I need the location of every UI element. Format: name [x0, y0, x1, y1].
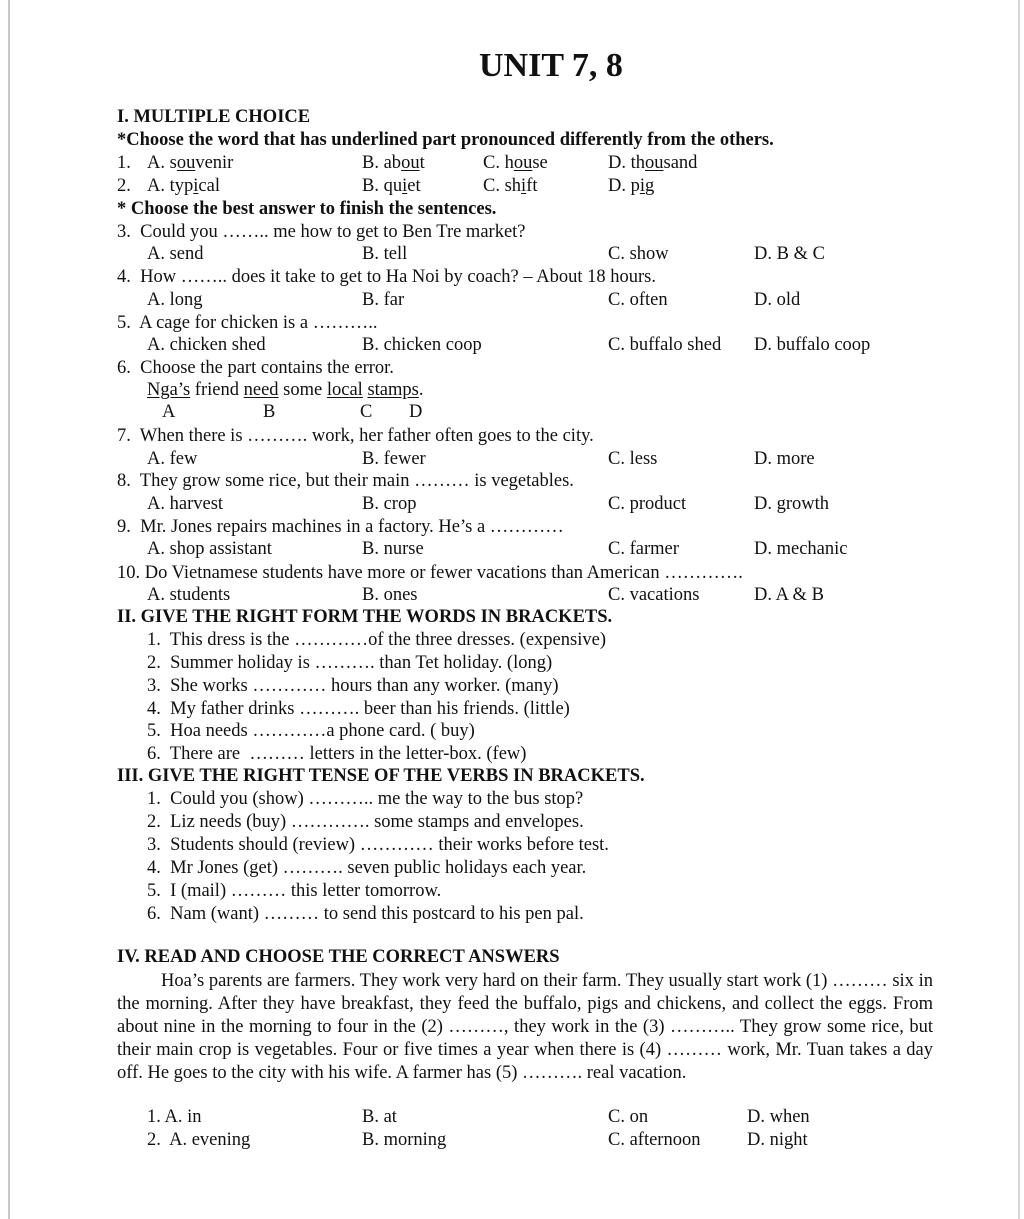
- q8-option-c: C. product: [608, 494, 687, 514]
- section-2-item: 2. Summer holiday is ………. than Tet holiday. (long): [147, 653, 553, 673]
- q7-option-d: D. more: [754, 449, 815, 469]
- q4-option-b: B. far: [362, 290, 405, 310]
- scan-border-left: [8, 0, 10, 1219]
- section-3-item: 6. Nam (want) ……… to send this postcard to his pen pal.: [147, 904, 584, 924]
- section-3-item: 2. Liz needs (buy) …………. some stamps and envelopes.: [147, 812, 584, 832]
- q7-option-c: C. less: [608, 449, 658, 469]
- q5-option-c: C. buffalo shed: [608, 335, 722, 355]
- q6-sentence: Nga’s friend need some local stamps.: [147, 380, 424, 400]
- q10-option-d: D. A & B: [754, 585, 824, 605]
- section-3-item: 4. Mr Jones (get) ………. seven public holidays each year.: [147, 858, 587, 878]
- section-1-instruction-2: * Choose the best answer to finish the sentences.: [117, 199, 497, 219]
- section-1-instruction-1: *Choose the word that has underlined part pronounced differently from the others.: [117, 130, 774, 150]
- q2-option-b: B. quiet: [362, 176, 421, 196]
- q1-option-c: C. house: [483, 153, 548, 173]
- q10-option-c: C. vacations: [608, 585, 700, 605]
- q4-option-c: C. often: [608, 290, 668, 310]
- reading-q2-option-b: B. morning: [362, 1130, 447, 1150]
- section-3-item: 1. Could you (show) ……….. me the way to the bus stop?: [147, 789, 584, 809]
- reading-q1-option-c: C. on: [608, 1107, 649, 1127]
- q9-option-d: D. mechanic: [754, 539, 848, 559]
- q6-label-b: B: [263, 402, 276, 422]
- q4-option-d: D. old: [754, 290, 801, 310]
- q5-stem: 5. A cage for chicken is a ………..: [117, 313, 378, 333]
- q1-number: 1.: [117, 153, 131, 173]
- q10-option-b: B. ones: [362, 585, 418, 605]
- q6-label-c: C: [360, 402, 373, 422]
- reading-q2-option-d: D. night: [747, 1130, 808, 1150]
- section-3-heading: III. GIVE THE RIGHT TENSE OF THE VERBS IN BRACKETS.: [117, 766, 645, 786]
- q10-stem: 10. Do Vietnamese students have more or fewer vacations than American ………….: [117, 563, 743, 583]
- section-2-item: 6. There are ……… letters in the letter-box. (few): [147, 744, 527, 764]
- q7-stem: 7. When there is ………. work, her father often goes to the city.: [117, 426, 594, 446]
- section-2-item: 5. Hoa needs …………a phone card. ( buy): [147, 721, 475, 741]
- q2-option-d: D. pig: [608, 176, 655, 196]
- q1-option-d: D. thousand: [608, 153, 698, 173]
- section-1-heading: I. MULTIPLE CHOICE: [117, 107, 311, 127]
- q9-option-a: A. shop assistant: [147, 539, 272, 559]
- section-2-item: 1. This dress is the …………of the three dresses. (expensive): [147, 630, 606, 650]
- section-2-heading: II. GIVE THE RIGHT FORM THE WORDS IN BRACKETS.: [117, 607, 613, 627]
- reading-q2-option-c: C. afternoon: [608, 1130, 701, 1150]
- q8-option-a: A. harvest: [147, 494, 224, 514]
- reading-q1-option-d: D. when: [747, 1107, 810, 1127]
- reading-q1-option-b: B. at: [362, 1107, 397, 1127]
- q5-option-b: B. chicken coop: [362, 335, 482, 355]
- section-4-heading: IV. READ AND CHOOSE THE CORRECT ANSWERS: [117, 947, 560, 967]
- q7-option-b: B. fewer: [362, 449, 426, 469]
- q10-option-a: A. students: [147, 585, 231, 605]
- q6-label-a: A: [162, 402, 176, 422]
- reading-passage: Hoa’s parents are farmers. They work very hard on their farm. They usually start work (1) ……… six in the morning. After they have breakfast, they feed the buffalo, pigs and chickens, and collect the eggs. From about nine in the morning to four in the (2) ………, they work in the (3) ……….. They grow some rice, but their main crop is vegetables. Four or five times a year when there is (4) ……… work, Mr. Tuan takes a day off. He goes to the city with his wife. A farmer has (5) ………. real vacation.: [117, 971, 933, 1083]
- q9-stem: 9. Mr. Jones repairs machines in a factory. He’s a …………: [117, 517, 564, 537]
- q4-stem: 4. How …….. does it take to get to Ha Noi by coach? – About 18 hours.: [117, 267, 656, 287]
- q3-option-a: A. send: [147, 244, 204, 264]
- q8-option-b: B. crop: [362, 494, 417, 514]
- q5-option-d: D. buffalo coop: [754, 335, 871, 355]
- q8-stem: 8. They grow some rice, but their main ……… is vegetables.: [117, 471, 574, 491]
- reading-q1-option-a: 1. A. in: [147, 1107, 202, 1127]
- q8-option-d: D. growth: [754, 494, 830, 514]
- q2-number: 2.: [117, 176, 131, 196]
- q2-option-c: C. shift: [483, 176, 538, 196]
- q9-option-b: B. nurse: [362, 539, 424, 559]
- q4-option-a: A. long: [147, 290, 203, 310]
- q1-option-a: A. souvenir: [147, 153, 234, 173]
- q3-option-b: B. tell: [362, 244, 408, 264]
- q5-option-a: A. chicken shed: [147, 335, 266, 355]
- section-2-item: 3. She works ………… hours than any worker. (many): [147, 676, 559, 696]
- q6-stem: 6. Choose the part contains the error.: [117, 358, 394, 378]
- q2-option-a: A. typical: [147, 176, 220, 196]
- q3-option-d: D. B & C: [754, 244, 825, 264]
- section-3-item: 3. Students should (review) ………… their works before test.: [147, 835, 609, 855]
- q3-option-c: C. show: [608, 244, 669, 264]
- q9-option-c: C. farmer: [608, 539, 679, 559]
- scan-border-right: [1018, 0, 1020, 1219]
- q7-option-a: A. few: [147, 449, 198, 469]
- section-3-item: 5. I (mail) ……… this letter tomorrow.: [147, 881, 442, 901]
- section-2-item: 4. My father drinks ………. beer than his friends. (little): [147, 699, 570, 719]
- q3-stem: 3. Could you …….. me how to get to Ben Tre market?: [117, 222, 526, 242]
- q6-label-d: D: [409, 402, 423, 422]
- page-title: UNIT 7, 8: [479, 47, 623, 84]
- reading-q2-option-a: 2. A. evening: [147, 1130, 251, 1150]
- q1-option-b: B. about: [362, 153, 425, 173]
